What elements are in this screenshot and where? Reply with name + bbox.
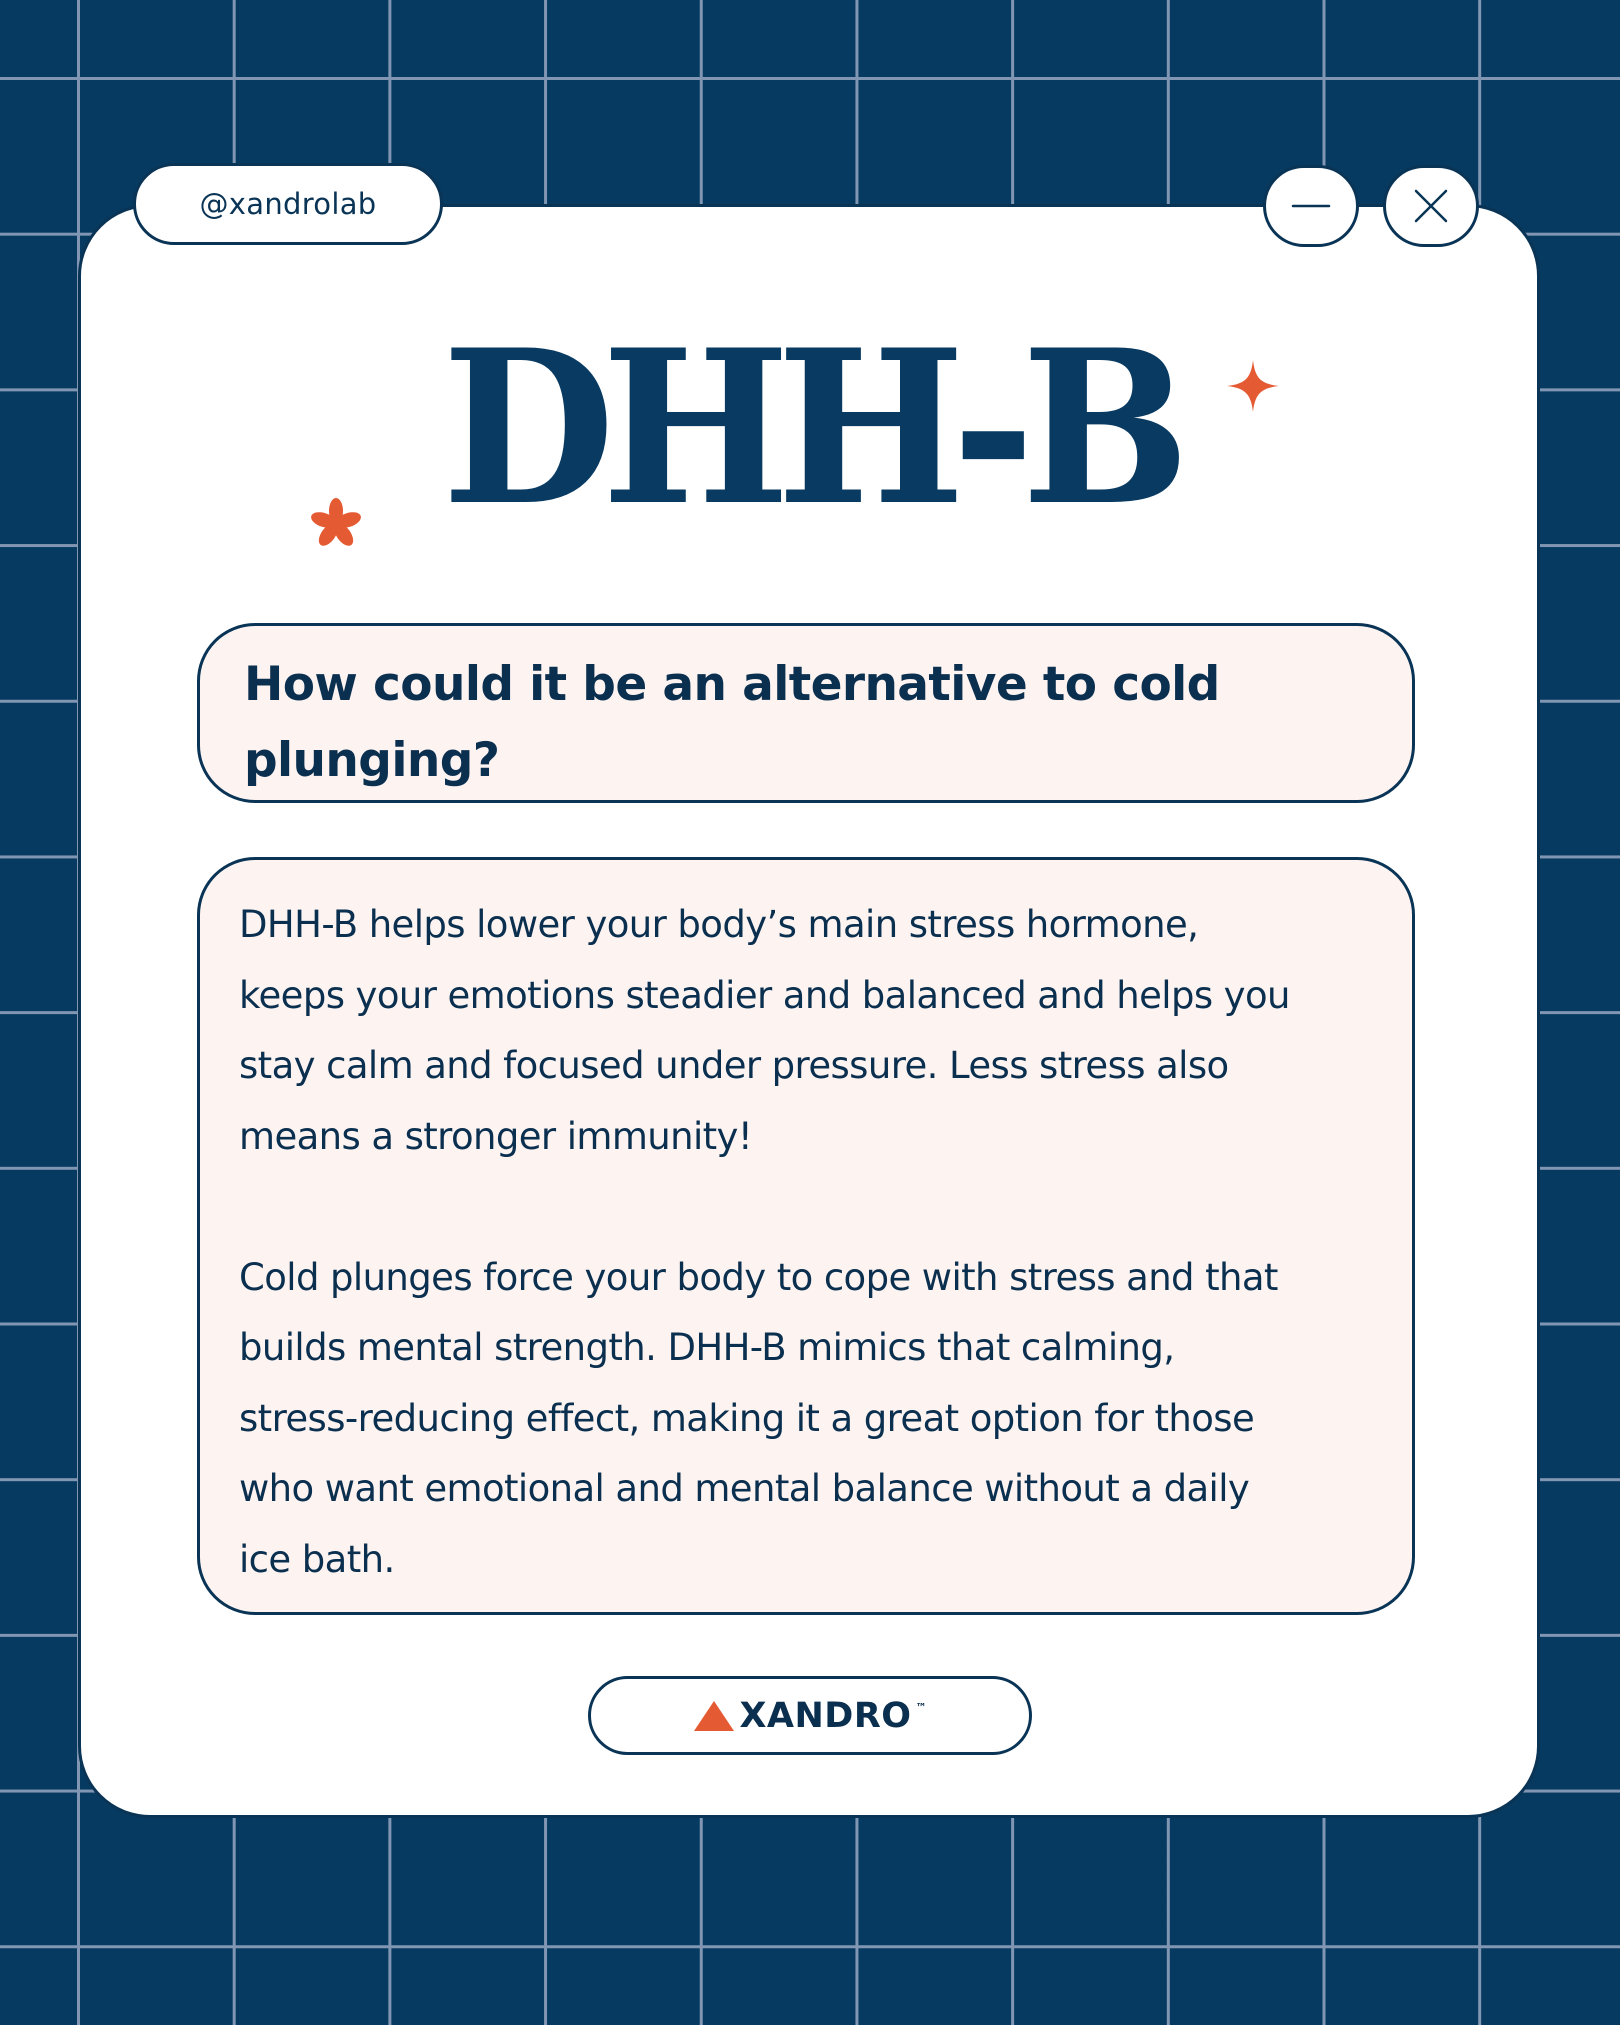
answer-paragraph: Cold plunges force your body to cope with stress and that builds mental strength. DHH-B mimics that calming, stress-reducing effect, making it a great option for those who want emotional and mental balance without a daily ice bath.: [239, 1255, 1278, 1581]
close-button[interactable]: [1383, 165, 1479, 247]
brand-name: XANDRO: [739, 1695, 912, 1736]
answer-paragraph: DHH-B helps lower your body’s main stress hormone, keeps your emotions steadier and balanced and helps you stay calm and focused under pressure. Less stress also means a stronger immunity!: [239, 903, 1290, 1158]
answer-box: [197, 857, 1415, 1615]
question-heading: How could it be an alternative to cold plunging?: [244, 657, 1220, 788]
handle-label: @xandrolab: [199, 187, 377, 221]
asterisk-icon: [306, 494, 366, 554]
handle-tab[interactable]: [133, 163, 443, 245]
page-title: DHH-B: [442, 303, 1177, 552]
brand-badge[interactable]: [588, 1676, 1032, 1755]
sparkle-icon: [1227, 360, 1279, 412]
minimize-button[interactable]: [1263, 165, 1359, 247]
close-icon: [1412, 187, 1450, 225]
trademark-mark: ™: [915, 1701, 927, 1714]
minimize-icon: [1291, 202, 1331, 210]
triangle-logo-icon: [693, 1700, 735, 1732]
question-box: [197, 623, 1415, 803]
